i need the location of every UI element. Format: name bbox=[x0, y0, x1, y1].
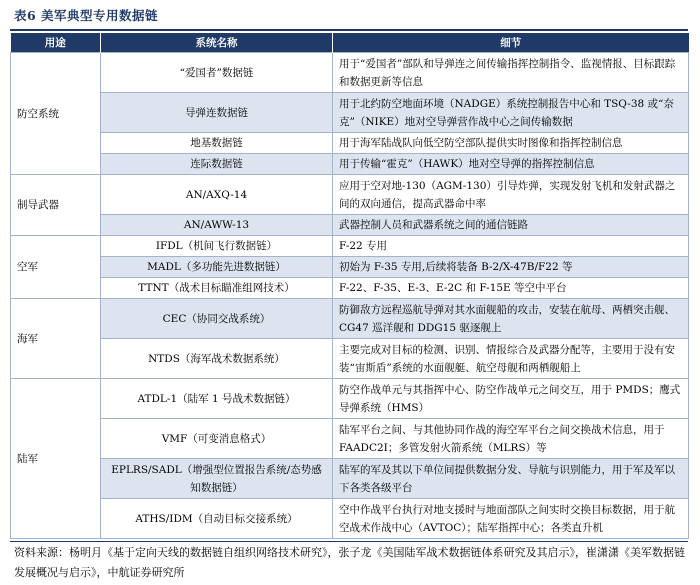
system-name: AN/AXQ-14 bbox=[101, 175, 333, 215]
system-detail: 防御敌方远程巡航导弹对其水面舰船的攻击，安装在航母、两栖突击舰、CG47 巡洋舰和 DDG15 驱逐舰上 bbox=[333, 299, 689, 339]
system-detail: 应用于空对地-130（AGM-130）引导炸弹，实现发射飞机和发射武器之间的双向通信，提高武器命中率 bbox=[333, 175, 689, 215]
title-divider bbox=[10, 29, 688, 31]
table-title: 表6 美军典型专用数据链 bbox=[14, 8, 159, 23]
table-row bbox=[11, 154, 689, 175]
header-usage: 用途 bbox=[11, 33, 101, 53]
system-detail: 用于传输“霍克”（HAWK）地对空导弹的指挥控制信息 bbox=[333, 154, 689, 175]
source-divider bbox=[10, 541, 688, 542]
header-details: 细节 bbox=[333, 33, 689, 53]
table-row bbox=[11, 133, 689, 154]
table-row bbox=[11, 339, 689, 379]
system-name: ATHS/IDM（自动目标交接系统） bbox=[101, 499, 333, 539]
table-row bbox=[11, 499, 689, 539]
system-name: 地基数据链 bbox=[101, 133, 333, 154]
table-row bbox=[11, 459, 689, 499]
table-row bbox=[11, 257, 689, 278]
system-name: ATDL-1（陆军 1 号战术数据链） bbox=[101, 379, 333, 419]
table-row bbox=[11, 215, 689, 236]
system-name: IFDL（机间飞行数据链） bbox=[101, 236, 333, 257]
table-row bbox=[11, 93, 689, 133]
table-header-row bbox=[11, 33, 689, 53]
system-name: 导弹连数据链 bbox=[101, 93, 333, 133]
table-row bbox=[11, 379, 689, 419]
system-detail: 陆军的军及其以下单位间提供数据分发、导航与识别能力，用于军及军以下各类各级平台 bbox=[333, 459, 689, 499]
category-air-defense: 防空系统 bbox=[11, 53, 101, 175]
category-air-force: 空军 bbox=[11, 236, 101, 299]
table-row bbox=[11, 236, 689, 257]
category-navy: 海军 bbox=[11, 299, 101, 379]
category-army: 陆军 bbox=[11, 379, 101, 539]
system-name: VMF（可变消息格式） bbox=[101, 419, 333, 459]
system-detail: F-22、F-35、E-3、E-2C 和 F-15E 等空中平台 bbox=[333, 278, 689, 299]
system-detail: 用于北约防空地面环境（NADGE）系统控制报告中心和 TSQ-38 或“奈克”（NIKE）地对空导弹营作战中心之间传输数据 bbox=[333, 93, 689, 133]
system-detail: 主要完成对目标的检测、识别、情报综合及武器分配等，主要用于没有安装“宙斯盾”系统的水面舰艇、航空母舰和两栖舰船上 bbox=[333, 339, 689, 379]
data-link-table bbox=[10, 33, 689, 539]
system-name: EPLRS/SADL（增强型位置报告系统/态势感知数据链） bbox=[101, 459, 333, 499]
system-name: 连际数据链 bbox=[101, 154, 333, 175]
system-detail: 陆军平台之间、与其他协同作战的海空军平台之间交换战术信息，用于 FAADC2I；多管发射火箭系统（MLRS）等 bbox=[333, 419, 689, 459]
system-name: NTDS（海军战术数据系统） bbox=[101, 339, 333, 379]
table-row bbox=[11, 175, 689, 215]
system-detail: 武器控制人员和武器系统之间的通信链路 bbox=[333, 215, 689, 236]
system-detail: 空中作战平台执行对地支援时与地面部队之间实时交换目标数据，用于航空战术作战中心（AVTOC）；陆军指挥中心；各类直升机 bbox=[333, 499, 689, 539]
table-row bbox=[11, 299, 689, 339]
category-guidance: 制导武器 bbox=[11, 175, 101, 236]
system-detail: 用于“爱国者”部队和导弹连之间传输指挥控制指令、监视情报、目标跟踪和数据更新等信息 bbox=[333, 53, 689, 93]
system-name: AN/AWW-13 bbox=[101, 215, 333, 236]
system-detail: 防空作战单元与其指挥中心、防空作战单元之间交互，用于 PMDS；鹰式导弹系统（HMS） bbox=[333, 379, 689, 419]
system-name: “爱国者”数据链 bbox=[101, 53, 333, 93]
table-row bbox=[11, 278, 689, 299]
system-name: TTNT（战术目标瞄准组网技术） bbox=[101, 278, 333, 299]
system-name: CEC（协同交战系统） bbox=[101, 299, 333, 339]
system-name: MADL（多功能先进数据链） bbox=[101, 257, 333, 278]
source-note: 资料来源：杨明月《基于定向天线的数据链自组织网络技术研究》，张子龙《美国陆军战术数据链体系研究及其启示》，崔潇潇《美军数据链发展概况与启示》，中航证券研究所 bbox=[14, 546, 685, 579]
header-system-name: 系统名称 bbox=[101, 33, 333, 53]
table-row bbox=[11, 419, 689, 459]
system-detail: F-22 专用 bbox=[333, 236, 689, 257]
system-detail: 初始为 F-35 专用,后续将装备 B-2/X-47B/F22 等 bbox=[333, 257, 689, 278]
system-detail: 用于海军陆战队向低空防空部队提供实时图像和指挥控制信息 bbox=[333, 133, 689, 154]
table-row bbox=[11, 53, 689, 93]
